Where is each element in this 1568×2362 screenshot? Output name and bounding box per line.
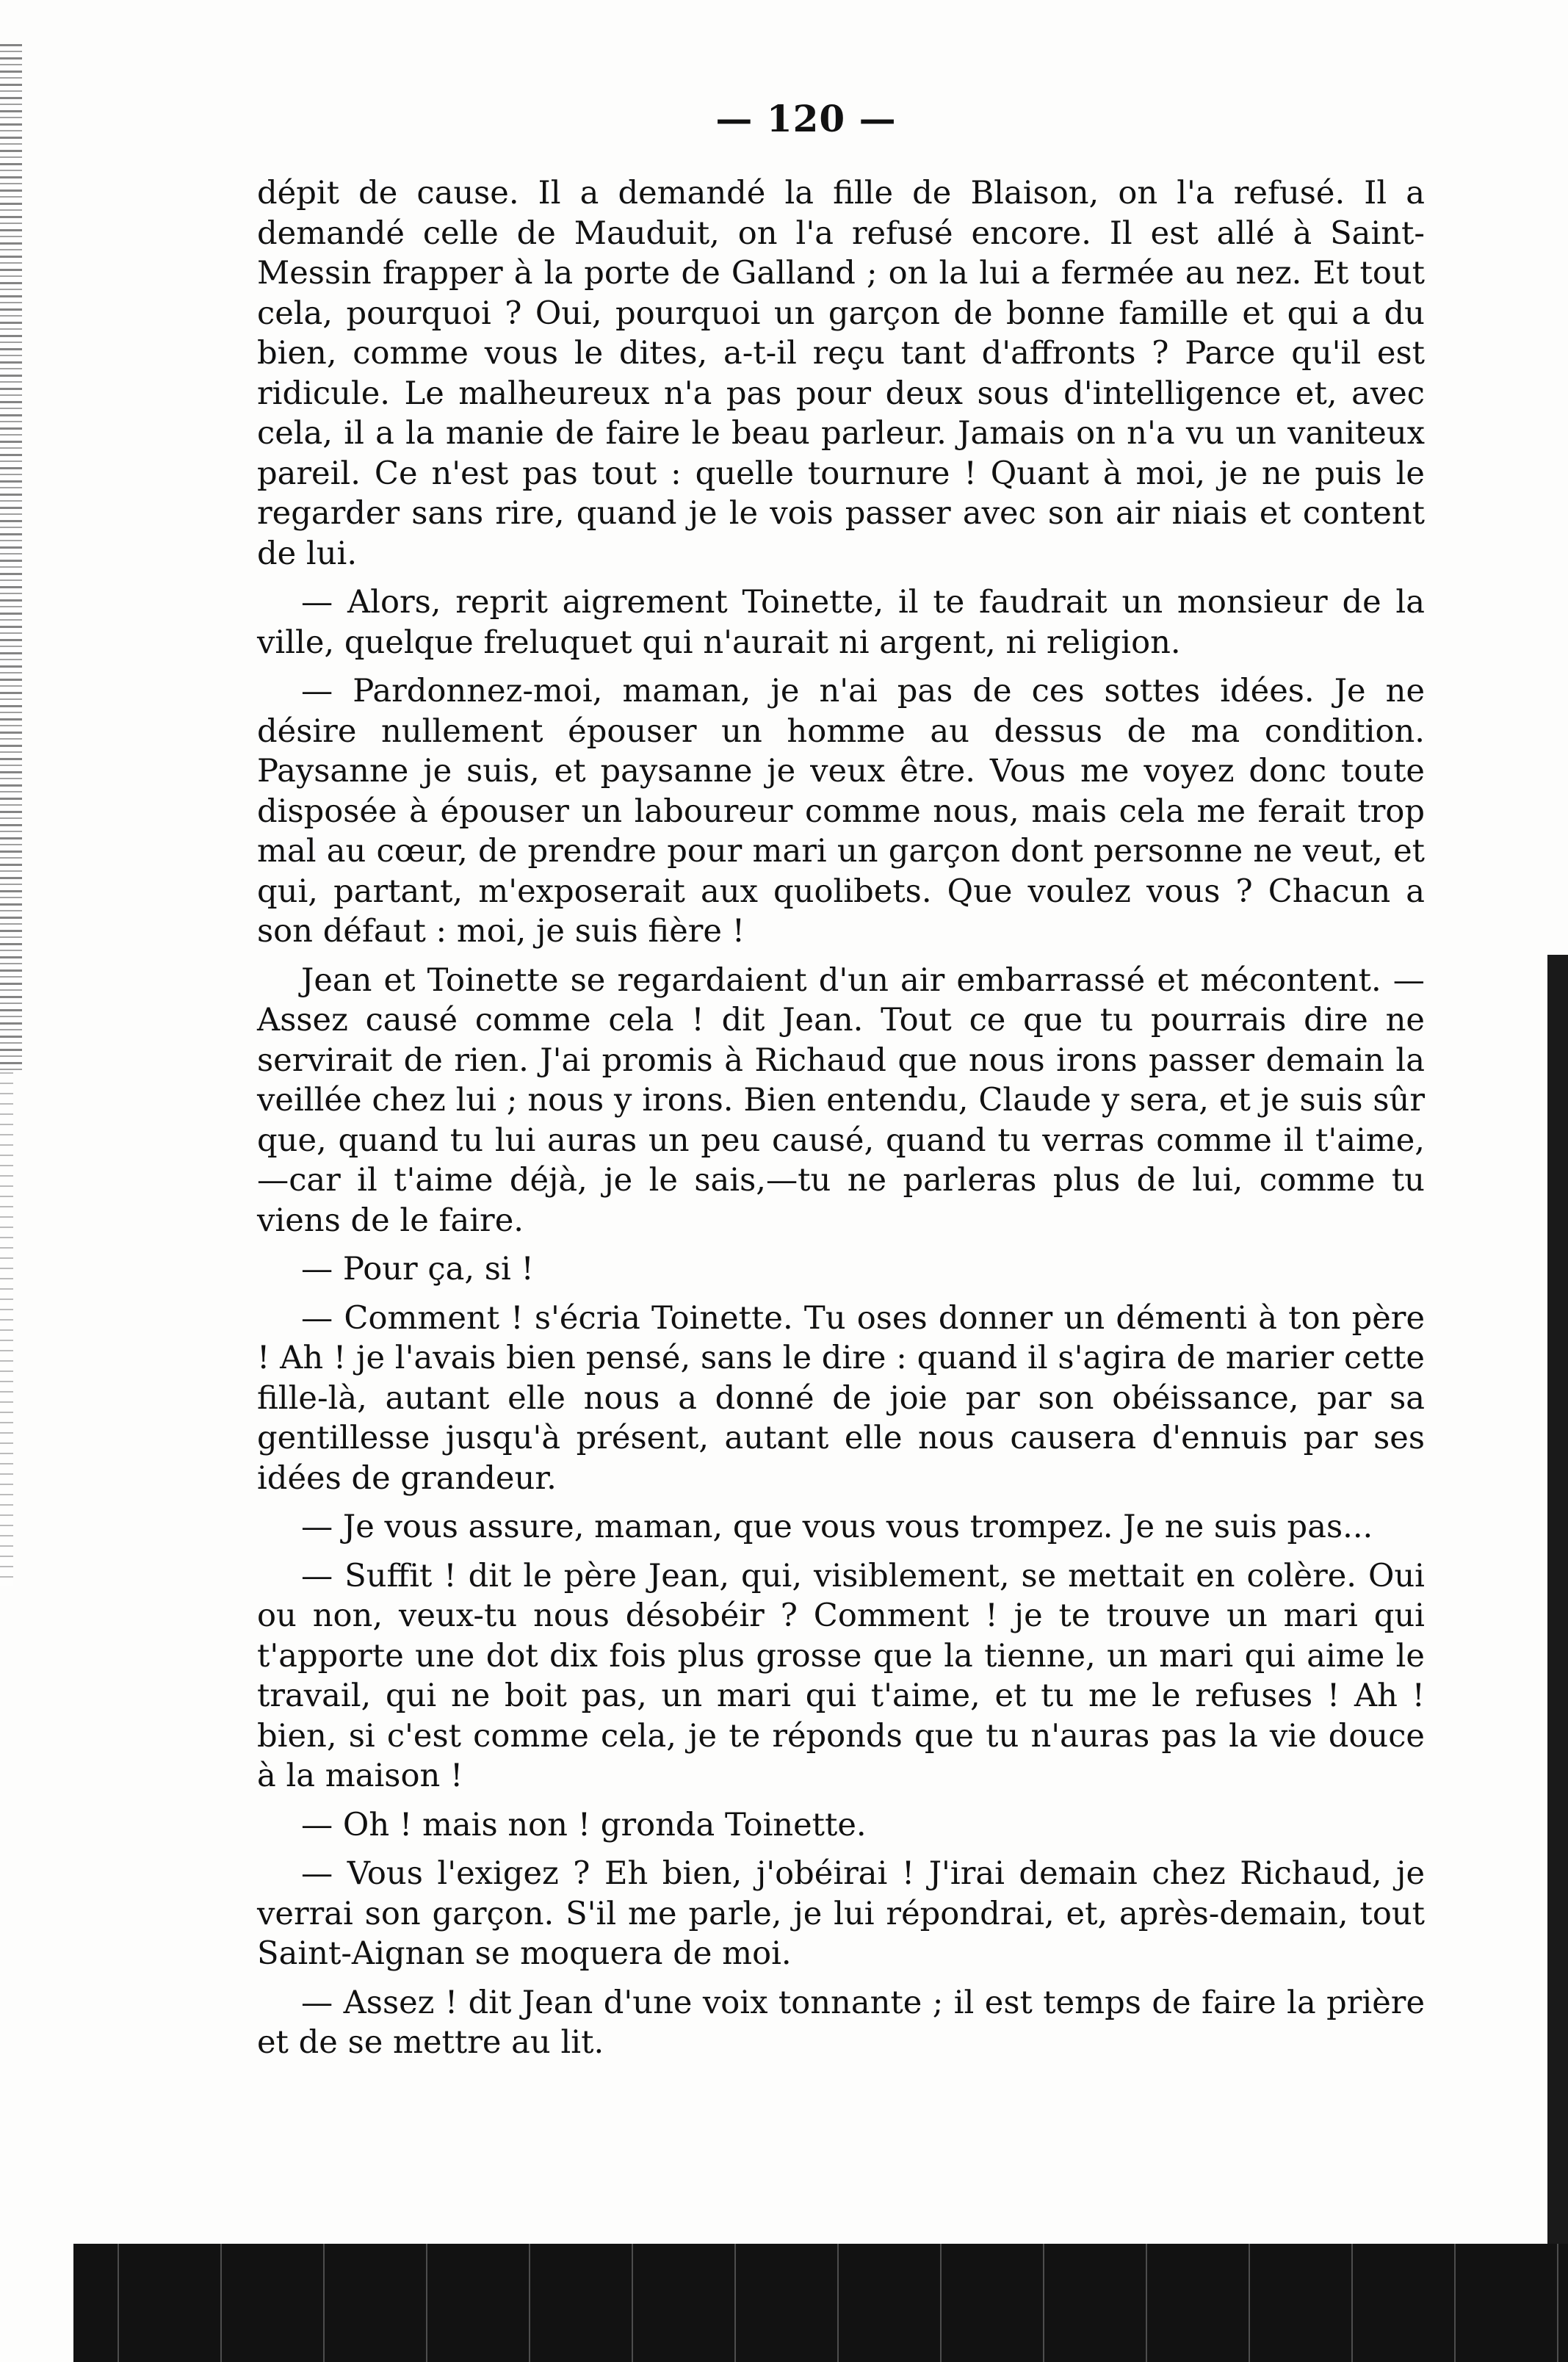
paragraph: — Pardonnez-moi, maman, je n'ai pas de ces sottes idées. Je ne désire nullement épouser un homme au dessus de ma condition. Paysanne je suis, et paysanne je veux être. Vous me voyez donc toute disposée à épouser un laboureur comme nous, mais cela me ferait trop mal au cœur, de prendre pour mari un garçon dont personne ne veut, et qui, partant, m'exposerait aux quolibets. Que voulez vous ? Chacun a son défaut : moi, je suis fière ! xyxy=(257,673,1425,950)
paragraph: — Pour ça, si ! xyxy=(301,1251,534,1287)
paragraph: — Oh ! mais non ! gronda Toinette. xyxy=(301,1806,867,1843)
page-header xyxy=(0,97,1568,140)
scan-left-edge-lower xyxy=(0,1072,13,1586)
paragraph: — Je vous assure, maman, que vous vous trompez. Je ne suis pas... xyxy=(301,1509,1373,1545)
paragraph: — Assez ! dit Jean d'une voix tonnante ; il est temps de faire la prière et de se mettre au lit. xyxy=(257,1984,1425,2061)
paragraph: Jean et Toinette se regardaient d'un air embarrassé et mécontent. — Assez causé comme cela ! dit Jean. Tout ce que tu pourrais dire ne servirait de rien. J'ai promis à Richaud que nous irons passer demain la veillée chez lui ; nous y irons. Bien entendu, Claude y sera, et je suis sûr que, quand tu lui auras un peu causé, quand tu verras comme il t'aime,—car il t'aime déjà, je le sais,—tu ne parleras plus de lui, comme tu viens de le faire. xyxy=(257,961,1425,1239)
paragraph: dépit de cause. Il a demandé la fille de Blaison, on l'a refusé. Il a demandé celle de Mauduit, on l'a refusé encore. Il est allé à Saint-Messin frapper à la porte de Galland ; on la lui a fermée au nez. Et tout cela, pourquoi ? Oui, pourquoi un garçon de bonne famille et qui a du bien, comme vous le dites, a-t-il reçu tant d'affronts ? Parce qu'il est ridicule. Le malheureux n'a pas pour deux sous d'intelligence et, avec cela, il a la manie de faire le beau parleur. Jamais on n'a vu un vaniteux pareil. Ce n'est pas tout : quelle tournure ! Quant à moi, je ne puis le regarder sans rire, quand je le vois passer avec son air niais et content de lui. xyxy=(257,175,1425,572)
paragraph: — Vous l'exigez ? Eh bien, j'obéirai ! J'irai demain chez Richaud, je verrai son garçon. S'il me parle, je lui répondrai, et, après-demain, tout Saint-Aignan se moquera de moi. xyxy=(257,1855,1425,1972)
scan-right-edge xyxy=(1547,955,1568,2247)
paragraph: — Alors, reprit aigrement Toinette, il te faudrait un monsieur de la ville, quelque freluquet qui n'aurait ni argent, ni religion. xyxy=(257,584,1425,661)
page-number: — 120 — xyxy=(715,97,897,140)
scan-left-edge xyxy=(0,44,22,1072)
paragraph: — Comment ! s'écria Toinette. Tu oses donner un démenti à ton père ! Ah ! je l'avais bien pensé, sans le dire : quand il s'agira de marier cette fille-là, autant elle nous a donné de joie par son obéissance, par sa gentillesse jusqu'à présent, autant elle nous causera d'ennuis par ses idées de grandeur. xyxy=(257,1299,1425,1497)
scan-bottom-noise xyxy=(73,2244,1568,2362)
page-body xyxy=(257,173,1425,2063)
paragraph: — Suffit ! dit le père Jean, qui, visiblement, se mettait en colère. Oui ou non, veux-tu nous désobéir ? Comment ! je te trouve un mari qui t'apporte une dot dix fois plus grosse que la tienne, un mari qui aime le travail, qui ne boit pas, un mari qui t'aime, et tu me le refuses ! Ah ! bien, si c'est comme cela, je te réponds que tu n'auras pas la vie douce à la maison ! xyxy=(257,1557,1425,1794)
